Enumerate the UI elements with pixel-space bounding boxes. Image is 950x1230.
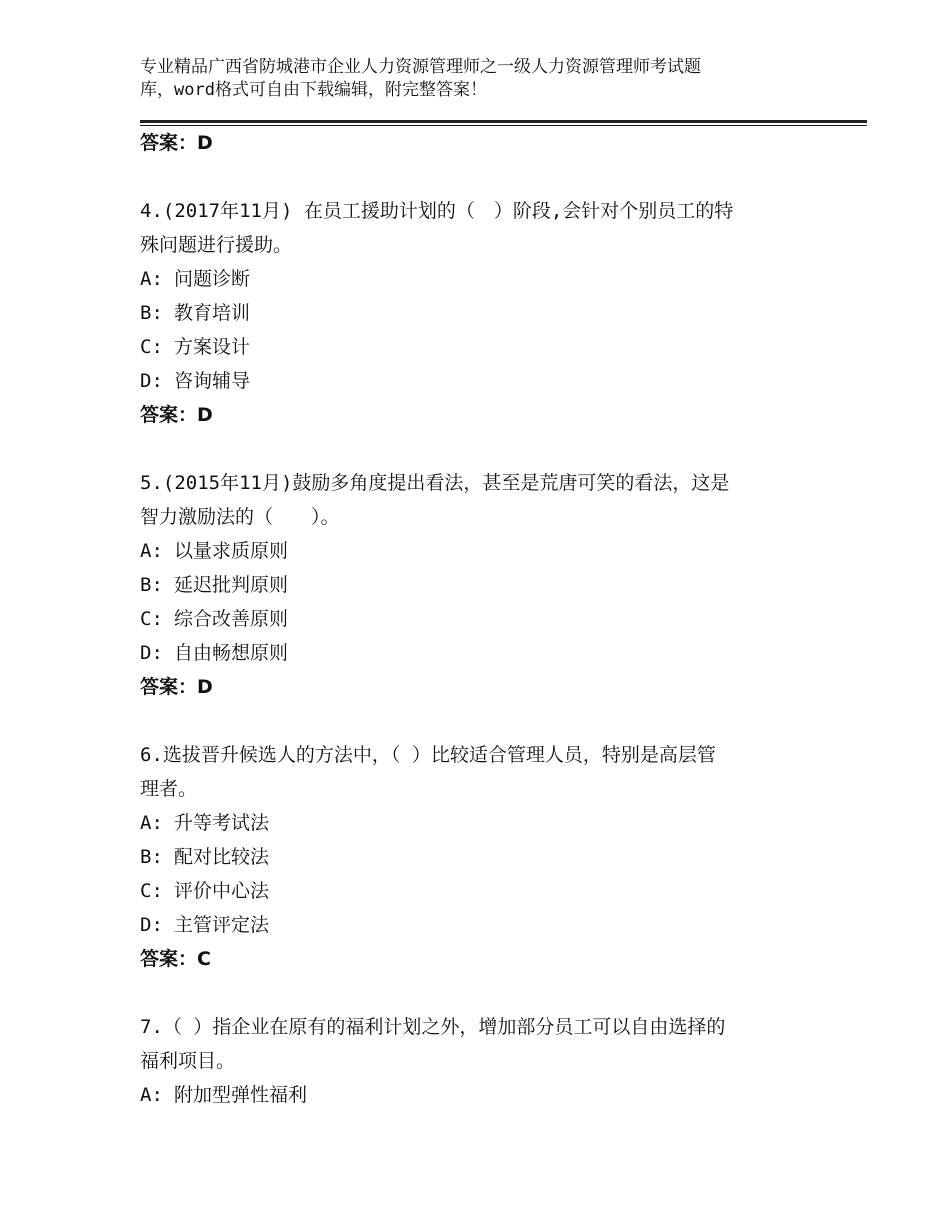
stem-line: 7.（ ）指企业在原有的福利计划之外，增加部分员工可以自由选择的 (140, 1016, 726, 1038)
answer: 答案：D (140, 676, 213, 698)
option-letter: A: (140, 268, 163, 290)
question-stem (140, 738, 820, 806)
question-5 (140, 466, 820, 704)
option-letter: D: (140, 914, 163, 936)
option-text: 以量求质原则 (174, 540, 289, 562)
option-text: 综合改善原则 (174, 608, 289, 630)
question-6 (140, 738, 820, 976)
option-letter: C: (140, 880, 163, 902)
option-text: 配对比较法 (174, 846, 270, 868)
option-letter: A: (140, 812, 163, 834)
previous-answer: 答案：D (140, 132, 213, 154)
stem-line: 6.选拔晋升候选人的方法中，（ ）比较适合管理人员，特别是高层管 (140, 744, 716, 766)
answer: 答案：C (140, 948, 211, 970)
document-body (140, 126, 820, 1112)
option-letter: D: (140, 642, 163, 664)
option-c (140, 874, 820, 908)
option-text: 主管评定法 (174, 914, 270, 936)
option-a (140, 1078, 820, 1112)
header-line-2: 库，word格式可自由下载编辑，附完整答案！ (140, 80, 487, 100)
option-text: 升等考试法 (174, 812, 270, 834)
stem-line: 4.(2017年11月) 在员工援助计划的（ ）阶段,会针对个别员工的特 (140, 200, 734, 222)
option-letter: C: (140, 608, 163, 630)
stem-line: 福利项目。 (140, 1050, 236, 1072)
option-a (140, 534, 820, 568)
question-stem (140, 194, 820, 262)
option-text: 方案设计 (174, 336, 251, 358)
stem-line: 理者。 (140, 778, 198, 800)
option-c (140, 602, 820, 636)
option-a (140, 262, 820, 296)
option-text: 问题诊断 (174, 268, 251, 290)
option-text: 延迟批判原则 (174, 574, 289, 596)
option-d (140, 908, 820, 942)
header-divider-thick (140, 120, 867, 123)
option-b (140, 840, 820, 874)
option-letter: B: (140, 302, 163, 324)
option-d (140, 364, 820, 398)
option-b (140, 296, 820, 330)
stem-line: 殊问题进行援助。 (140, 234, 293, 256)
option-text: 附加型弹性福利 (174, 1084, 308, 1106)
option-text: 咨询辅导 (174, 370, 251, 392)
option-b (140, 568, 820, 602)
question-7 (140, 1010, 820, 1112)
answer: 答案：D (140, 404, 213, 426)
option-letter: A: (140, 1084, 163, 1106)
option-letter: A: (140, 540, 163, 562)
question-stem (140, 1010, 820, 1078)
option-d (140, 636, 820, 670)
option-letter: D: (140, 370, 163, 392)
document-header (140, 56, 820, 102)
option-text: 自由畅想原则 (174, 642, 289, 664)
header-line-1: 专业精品广西省防城港市企业人力资源管理师之一级人力资源管理师考试题 (140, 57, 701, 77)
option-a (140, 806, 820, 840)
option-letter: C: (140, 336, 163, 358)
option-letter: B: (140, 846, 163, 868)
option-text: 教育培训 (174, 302, 251, 324)
option-letter: B: (140, 574, 163, 596)
stem-line: 智力激励法的（ ）。 (140, 506, 340, 528)
question-stem (140, 466, 820, 534)
option-text: 评价中心法 (174, 880, 270, 902)
stem-line: 5.(2015年11月)鼓励多角度提出看法，甚至是荒唐可笑的看法，这是 (140, 472, 730, 494)
question-4 (140, 194, 820, 432)
option-c (140, 330, 820, 364)
